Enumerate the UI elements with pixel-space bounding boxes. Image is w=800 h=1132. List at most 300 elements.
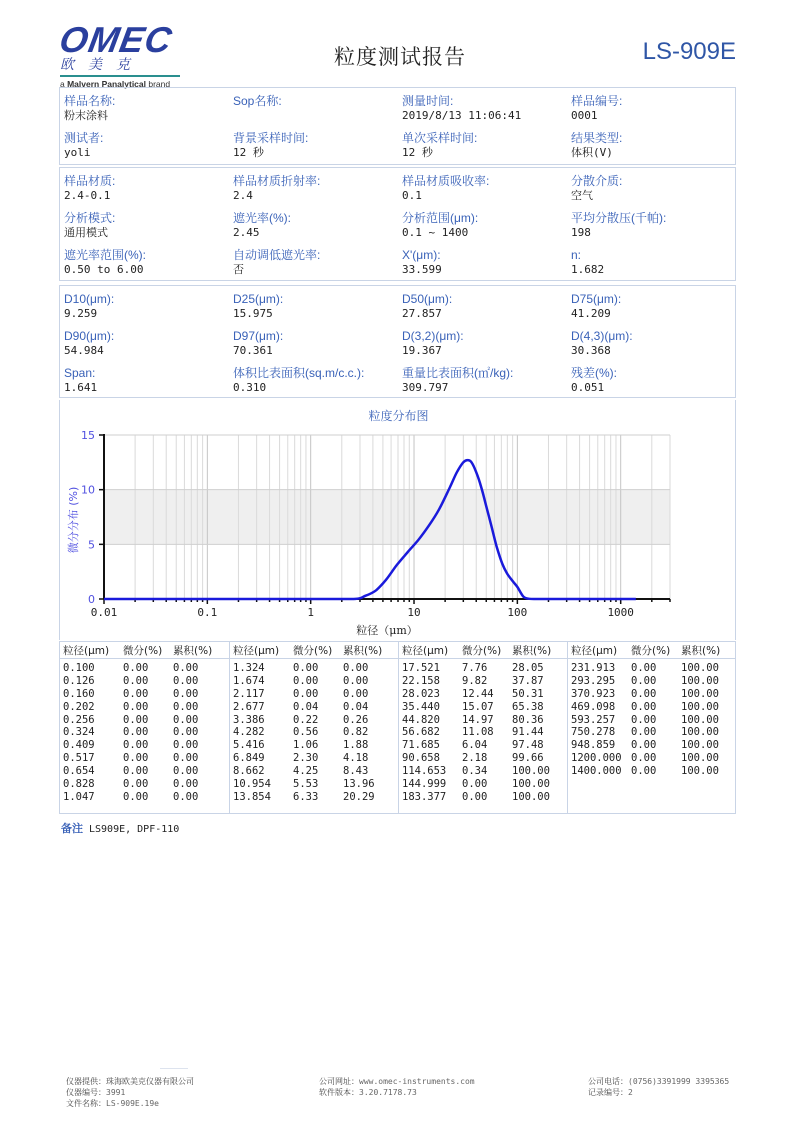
table-cell: 0.00	[173, 713, 199, 726]
table-row	[399, 778, 568, 791]
field-value: 54.984	[64, 344, 104, 357]
table-cell: 0.00	[631, 687, 657, 700]
table-cell: 0.00	[173, 662, 199, 674]
table-cell: 3.386	[233, 713, 265, 726]
table-cell: 4.282	[233, 726, 265, 739]
table-row	[399, 714, 568, 727]
field-label: D97(μm):	[233, 329, 284, 343]
field-label: 单次采样时间:	[402, 131, 478, 145]
chart-title: 粒度分布图	[368, 409, 429, 423]
y-tick-label: 5	[88, 538, 95, 552]
table-cell: 1.047	[63, 790, 95, 803]
table-row	[60, 701, 229, 714]
field-label: D10(μm):	[64, 292, 115, 306]
table-cell: 0.00	[631, 674, 657, 687]
table-row	[399, 739, 568, 752]
table-row	[568, 726, 736, 739]
field-label: 自动调低遮光率:	[233, 248, 321, 262]
table-cell: 80.36	[512, 713, 544, 726]
table-cell: 0.00	[123, 778, 149, 791]
field-value: 0001	[571, 109, 598, 122]
table-cell: 0.256	[63, 713, 95, 726]
x-tick-label: 0.01	[90, 606, 118, 619]
table-cell: 0.00	[631, 739, 657, 752]
table-cell: 5.416	[233, 739, 265, 752]
distribution-table	[59, 641, 736, 814]
footer-divider	[160, 1068, 188, 1069]
table-block-2	[229, 642, 399, 813]
field-value: 0.051	[571, 381, 605, 394]
table-header-cell: 微分(%)	[631, 645, 671, 657]
table-cell: 0.00	[293, 662, 319, 674]
table-cell: 2.18	[462, 752, 488, 765]
table-cell: 100.00	[681, 726, 719, 739]
field-value: 0.310	[233, 381, 267, 394]
table-cell: 97.48	[512, 739, 544, 752]
table-cell: 4.25	[293, 765, 319, 778]
footer-software-version	[319, 1087, 475, 1098]
table-header-cell: 粒径(μm)	[63, 645, 110, 657]
table-row	[568, 675, 736, 688]
table-cell: 17.521	[402, 662, 440, 674]
table-cell: 100.00	[681, 700, 719, 713]
table-cell: 0.00	[173, 739, 199, 752]
table-cell: 2.117	[233, 687, 265, 700]
field-label: 分析范围(μm):	[402, 211, 479, 225]
footer-col-3	[588, 1076, 729, 1098]
table-cell: 100.00	[681, 662, 719, 674]
field-label: 遮光率范围(%):	[64, 248, 146, 262]
table-cell: 0.00	[123, 674, 149, 687]
remarks-value: LS909E, DPF-110	[89, 824, 180, 835]
table-cell: 100.00	[681, 674, 719, 687]
table-cell: 183.377	[402, 790, 447, 803]
table-cell: 0.22	[293, 713, 319, 726]
field-label: 测量时间:	[402, 94, 454, 108]
table-row	[568, 752, 736, 765]
table-cell: 469.098	[571, 700, 616, 713]
table-cell: 13.854	[233, 790, 271, 803]
footer-file-name	[66, 1098, 194, 1109]
field-value: yoli	[64, 146, 91, 159]
field-value: 1.641	[64, 381, 98, 394]
field-value: 12 秒	[233, 146, 264, 159]
table-cell: 100.00	[512, 765, 550, 778]
field-value: 15.975	[233, 307, 273, 320]
table-row	[230, 726, 399, 739]
footer-value: www.omec-instruments.com	[359, 1077, 475, 1086]
table-row	[399, 701, 568, 714]
table-cell: 0.00	[173, 778, 199, 791]
table-cell: 1.674	[233, 674, 265, 687]
x-tick-label: 100	[507, 606, 528, 619]
table-cell: 0.00	[123, 752, 149, 765]
field-label: 样品材质折射率:	[233, 174, 321, 188]
table-cell: 0.00	[173, 674, 199, 687]
table-cell: 100.00	[681, 739, 719, 752]
table-header-cell: 累积(%)	[173, 645, 213, 657]
field-value: 9.259	[64, 307, 98, 320]
table-cell: 0.00	[293, 674, 319, 687]
field-value: 309.797	[402, 381, 449, 394]
y-tick-label: 0	[88, 593, 95, 606]
field-value: 空气	[571, 189, 593, 202]
field-value: 0.1 ~ 1400	[402, 226, 469, 239]
footer-value: 3991	[106, 1088, 126, 1097]
footer-phone	[588, 1076, 729, 1087]
footer-value: LS-909E.19e	[106, 1099, 159, 1108]
table-header-cell: 粒径(μm)	[233, 645, 280, 657]
table-row	[60, 778, 229, 791]
field-label: D(3,2)(μm):	[402, 329, 464, 343]
footer-provider	[66, 1076, 194, 1087]
table-cell: 1400.000	[571, 765, 622, 778]
field-label: Sop名称:	[233, 94, 282, 108]
field-label: n:	[571, 248, 582, 262]
table-cell: 15.07	[462, 700, 494, 713]
footer-value: 珠海欧美克仪器有限公司	[106, 1077, 194, 1086]
table-cell: 14.97	[462, 713, 494, 726]
table-cell: 0.654	[63, 765, 95, 778]
table-row	[60, 714, 229, 727]
brand-name: Malvern Panalytical	[67, 79, 146, 89]
table-cell: 948.859	[571, 739, 616, 752]
table-cell: 0.00	[631, 752, 657, 765]
table-row	[568, 765, 736, 778]
field-value: 33.599	[402, 263, 442, 276]
table-row	[230, 701, 399, 714]
table-cell: 0.82	[343, 726, 369, 739]
table-row	[568, 714, 736, 727]
field-value: 否	[233, 263, 244, 276]
table-cell: 1.324	[233, 662, 265, 674]
table-row	[568, 701, 736, 714]
table-row	[568, 662, 736, 675]
table-header-cell: 累积(%)	[512, 645, 552, 657]
table-cell: 0.517	[63, 752, 95, 765]
footer-col-2	[319, 1076, 475, 1098]
table-cell: 0.00	[173, 687, 199, 700]
chart-x-axis-label: 粒径（μm）	[356, 624, 418, 637]
table-row	[230, 662, 399, 675]
table-cell: 0.00	[631, 662, 657, 674]
field-value: 27.857	[402, 307, 442, 320]
table-cell: 0.00	[123, 765, 149, 778]
table-row	[230, 688, 399, 701]
table-row	[60, 726, 229, 739]
table-cell: 750.278	[571, 726, 616, 739]
field-value: 2.4-0.1	[64, 189, 111, 202]
field-label: 背景采样时间:	[233, 131, 309, 145]
table-cell: 0.04	[293, 700, 319, 713]
table-cell: 231.913	[571, 662, 616, 674]
table-row	[399, 752, 568, 765]
table-cell: 2.30	[293, 752, 319, 765]
table-block-1	[60, 642, 229, 813]
table-cell: 6.849	[233, 752, 265, 765]
remarks	[61, 820, 179, 836]
instrument-model: LS-909E	[642, 38, 736, 65]
table-cell: 0.00	[293, 687, 319, 700]
table-cell: 0.00	[462, 778, 488, 791]
table-header-cell: 粒径(μm)	[571, 645, 618, 657]
field-label: 重量比表面积(㎡/kg):	[402, 366, 514, 380]
table-row	[60, 662, 229, 675]
table-cell: 0.00	[343, 662, 369, 674]
table-cell: 10.954	[233, 778, 271, 791]
table-cell: 293.295	[571, 674, 616, 687]
table-cell: 0.00	[123, 726, 149, 739]
table-header-cell: 累积(%)	[681, 645, 721, 657]
footer-website	[319, 1076, 475, 1087]
table-row	[399, 726, 568, 739]
field-value: 70.361	[233, 344, 273, 357]
table-cell: 0.160	[63, 687, 95, 700]
field-label: 平均分散压(千帕):	[571, 211, 667, 225]
report-title: 粒度测试报告	[334, 45, 466, 69]
table-cell: 0.00	[173, 765, 199, 778]
logo-wordmark: OMEC	[56, 19, 176, 60]
table-cell: 0.00	[631, 700, 657, 713]
table-cell: 370.923	[571, 687, 616, 700]
table-cell: 20.29	[343, 790, 375, 803]
table-cell: 1200.000	[571, 752, 622, 765]
field-value: 12 秒	[402, 146, 433, 159]
table-cell: 0.00	[123, 687, 149, 700]
table-cell: 0.00	[631, 765, 657, 778]
table-cell: 0.00	[173, 726, 199, 739]
x-tick-label: 1	[307, 606, 314, 619]
field-label: D25(μm):	[233, 292, 284, 306]
table-cell: 90.658	[402, 752, 440, 765]
table-cell: 8.43	[343, 765, 369, 778]
table-row	[399, 765, 568, 778]
field-label: 体积比表面积(sq.m/c.c.):	[233, 366, 365, 380]
table-row	[230, 765, 399, 778]
table-row	[60, 688, 229, 701]
table-cell: 593.257	[571, 713, 616, 726]
field-label: X'(μm):	[402, 248, 441, 262]
table-row	[399, 662, 568, 675]
brand-prefix: a	[60, 79, 68, 89]
field-label: Span:	[64, 366, 96, 380]
field-value: 2.45	[233, 226, 260, 239]
table-cell: 0.00	[343, 687, 369, 700]
table-cell: 0.00	[343, 674, 369, 687]
field-label: D90(μm):	[64, 329, 115, 343]
table-cell: 12.44	[462, 687, 494, 700]
table-row	[399, 688, 568, 701]
x-tick-label: 10	[407, 606, 421, 619]
table-cell: 13.96	[343, 778, 375, 791]
field-value: 2019/8/13 11:06:41	[402, 109, 522, 122]
footer-label: 公司网址：	[319, 1077, 359, 1086]
table-cell: 0.00	[631, 726, 657, 739]
field-value: 0.1	[402, 189, 422, 202]
field-label: 测试者:	[64, 131, 104, 145]
table-cell: 0.00	[173, 752, 199, 765]
table-header-row	[60, 642, 229, 659]
table-cell: 0.00	[123, 739, 149, 752]
table-row	[230, 714, 399, 727]
footer-value: 3.20.7178.73	[359, 1088, 417, 1097]
table-cell: 0.26	[343, 713, 369, 726]
footer-label: 仪器提供：	[66, 1077, 106, 1086]
field-label: 残差(%):	[571, 366, 617, 380]
footer-label: 仪器编号：	[66, 1088, 106, 1097]
footer-label: 公司电话：	[588, 1077, 628, 1086]
table-cell: 5.53	[293, 778, 319, 791]
table-cell: 144.999	[402, 778, 447, 791]
table-cell: 100.00	[681, 687, 719, 700]
table-cell: 4.18	[343, 752, 369, 765]
table-cell: 6.33	[293, 790, 319, 803]
field-value: 30.368	[571, 344, 611, 357]
field-value: 2.4	[233, 189, 253, 202]
table-row	[60, 739, 229, 752]
table-cell: 0.00	[173, 790, 199, 803]
table-cell: 44.820	[402, 713, 440, 726]
table-row	[230, 752, 399, 765]
table-header-cell: 微分(%)	[123, 645, 163, 657]
field-label: 分散介质:	[571, 174, 623, 188]
table-cell: 0.04	[343, 700, 369, 713]
footer-label: 记录编号：	[588, 1088, 628, 1097]
table-cell: 100.00	[512, 790, 550, 803]
table-cell: 0.126	[63, 674, 95, 687]
footer-instrument-no	[66, 1087, 194, 1098]
table-row	[60, 675, 229, 688]
table-cell: 0.34	[462, 765, 488, 778]
table-header-row	[230, 642, 399, 659]
table-cell: 0.828	[63, 778, 95, 791]
table-block-4	[567, 642, 736, 813]
footer-col-1	[66, 1076, 194, 1109]
table-cell: 28.05	[512, 662, 544, 674]
field-value: 粉末涂料	[64, 109, 108, 122]
field-label: D75(μm):	[571, 292, 622, 306]
table-cell: 22.158	[402, 674, 440, 687]
table-cell: 35.440	[402, 700, 440, 713]
table-cell: 0.00	[123, 713, 149, 726]
field-value: 41.209	[571, 307, 611, 320]
table-cell: 37.87	[512, 674, 544, 687]
y-tick-label: 15	[81, 429, 95, 442]
table-cell: 0.00	[123, 700, 149, 713]
table-cell: 7.76	[462, 662, 488, 674]
brand-suffix: brand	[146, 79, 171, 89]
field-label: 样品名称:	[64, 94, 116, 108]
logo-chinese-name: 欧美克	[60, 56, 180, 77]
table-row	[230, 791, 399, 804]
table-cell: 2.677	[233, 700, 265, 713]
table-cell: 6.04	[462, 739, 488, 752]
field-label: 样品材质:	[64, 174, 116, 188]
table-cell: 114.653	[402, 765, 447, 778]
field-value: 通用模式	[64, 226, 108, 239]
table-cell: 0.409	[63, 739, 95, 752]
table-cell: 100.00	[681, 765, 719, 778]
table-cell: 0.00	[462, 790, 488, 803]
footer-value: 2	[628, 1088, 633, 1097]
table-cell: 1.88	[343, 739, 369, 752]
y-tick-label: 10	[81, 483, 95, 497]
table-row	[230, 675, 399, 688]
table-cell: 100.00	[512, 778, 550, 791]
field-value: 198	[571, 226, 591, 239]
table-cell: 0.00	[631, 713, 657, 726]
field-value: 19.367	[402, 344, 442, 357]
table-row	[60, 752, 229, 765]
table-cell: 0.56	[293, 726, 319, 739]
field-label: D50(μm):	[402, 292, 453, 306]
field-label: 分析模式:	[64, 211, 116, 225]
footer-label: 文件名称：	[66, 1099, 106, 1108]
field-value: 1.682	[571, 263, 605, 276]
table-cell: 100.00	[681, 752, 719, 765]
table-cell: 1.06	[293, 739, 319, 752]
field-value: 0.50 to 6.00	[64, 263, 144, 276]
table-cell: 0.324	[63, 726, 95, 739]
table-cell: 9.82	[462, 674, 488, 687]
table-cell: 50.31	[512, 687, 544, 700]
x-tick-label: 1000	[607, 606, 634, 619]
footer-record-no	[588, 1087, 729, 1098]
table-header-cell: 粒径(μm)	[402, 645, 449, 657]
table-row	[60, 765, 229, 778]
table-header-row	[568, 642, 736, 659]
remarks-label: 备注	[61, 822, 83, 835]
field-label: 样品编号:	[571, 94, 623, 108]
table-row	[568, 739, 736, 752]
table-cell: 65.38	[512, 700, 544, 713]
table-cell: 11.08	[462, 726, 494, 739]
footer-label: 软件版本：	[319, 1088, 359, 1097]
table-cell: 0.00	[123, 662, 149, 674]
field-label: 结果类型:	[571, 131, 623, 145]
table-cell: 100.00	[681, 713, 719, 726]
table-header-cell: 微分(%)	[462, 645, 502, 657]
table-row	[399, 791, 568, 804]
table-row	[230, 778, 399, 791]
x-tick-label: 0.1	[197, 606, 218, 619]
table-header-cell: 微分(%)	[293, 645, 333, 657]
field-label: 样品材质吸收率:	[402, 174, 490, 188]
table-header-cell: 累积(%)	[343, 645, 383, 657]
chart-y-axis-label: 微分分布 (%)	[67, 486, 80, 554]
table-cell: 0.00	[123, 790, 149, 803]
field-label: 遮光率(%):	[233, 211, 291, 225]
table-cell: 0.100	[63, 662, 95, 674]
field-value: 体积(V)	[571, 146, 613, 159]
table-row	[60, 791, 229, 804]
footer-value: (0756)3391999 3395365	[628, 1077, 730, 1086]
table-block-3	[398, 642, 568, 813]
field-label: D(4,3)(μm):	[571, 329, 633, 343]
table-header-row	[399, 642, 568, 659]
table-cell: 91.44	[512, 726, 544, 739]
table-row	[399, 675, 568, 688]
chart-shaded-band	[104, 490, 670, 545]
table-row	[568, 688, 736, 701]
table-cell: 0.00	[173, 700, 199, 713]
table-cell: 28.023	[402, 687, 440, 700]
table-row	[230, 739, 399, 752]
table-cell: 0.202	[63, 700, 95, 713]
table-cell: 56.682	[402, 726, 440, 739]
table-cell: 8.662	[233, 765, 265, 778]
table-cell: 99.66	[512, 752, 544, 765]
